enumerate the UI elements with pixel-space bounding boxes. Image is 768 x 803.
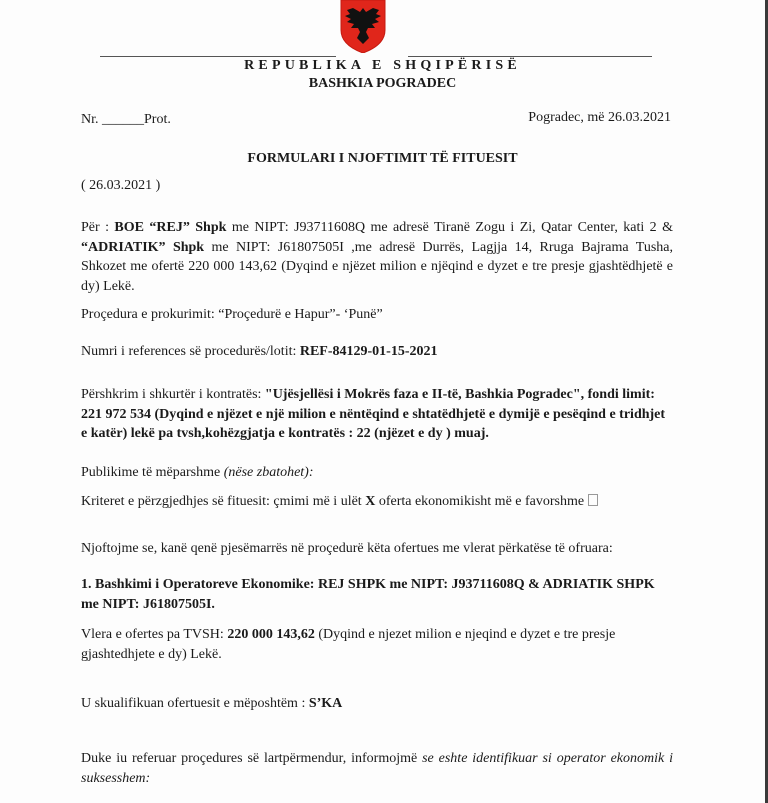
criteria-label: Kriteret e përzgjedhjes së fituesit: çmimi më i ulët: [81, 494, 366, 509]
company-1: BOE “REJ” Shpk: [114, 220, 227, 235]
offer-value: [81, 625, 673, 664]
lowest-price-checkmark: X: [365, 494, 376, 509]
reference-value: REF-84129-01-15-2021: [299, 344, 438, 359]
protocol-number: [81, 110, 171, 130]
recipient-text-1: me NIPT: J93711608Q me adresë Tiranë Zogu i Zi, Qatar Center, kati 2 &: [226, 220, 673, 235]
offer-label: Vlera e ofertes pa TVSH:: [81, 627, 228, 642]
republic-heading: REPUBLIKA E SHQIPËRISË: [244, 58, 521, 73]
header-rule-right: [408, 56, 652, 57]
conclusion-italic: se eshte identifikuar si operator ekonomik i suksesshem:: [81, 751, 674, 786]
nr-blank: ______: [102, 112, 144, 127]
description-label: Përshkrim i shkurtër i kontratës:: [81, 387, 265, 402]
procurement-procedure: Proçedura e prokurimit: “Proçedurë e Hapur”- ‘Punë”: [81, 307, 383, 322]
reference-label: Numri i references së procedurës/lotit:: [81, 344, 300, 359]
publications-label: Publikime të mëparshme: [81, 465, 224, 480]
prot-label: Prot.: [144, 112, 171, 127]
header-rule-left: [100, 56, 336, 57]
municipality-heading: BASHKIA POGRADEC: [308, 76, 457, 91]
recipient-paragraph: [81, 218, 673, 296]
form-title: FORMULARI I NJOFTIMIT TË FITUESIT: [247, 151, 518, 166]
description-value: "Ujësjellësi i Mokrës faza e II-të, Bashkia Pogradec", fondi limit: 221 972 534 (Dyqind e njëzet e një milion e nëntëqind e shtatëdhjetë e dymijë e pesëqind e tridhjet e katër) lekë pa tvsh,kohëzgjatja e kontratës : 22 (njëzet e dy ) muaj.: [81, 387, 666, 441]
bidder-entry: 1. Bashkimi i Operatoreve Ekonomike: REJ SHPK me NIPT: J93711608Q & ADRIATIK SHPK me NIPT: J61807505I.: [81, 577, 655, 612]
disqualified-label: U skualifikuan ofertuesit e mëposhtëm :: [81, 696, 309, 711]
recipient-text-2: me NIPT: J61807505I ,me adresë Durrës, Lagjja 14, Rruga Bajrama Tusha, Shkozet me ofertë 220 000 143,62 (Dyqind e njëzet milion e njëqind e dyzet e tre presje gjashtëdhjetë e dy) Lekë.: [81, 239, 673, 294]
reference-number: [81, 342, 438, 362]
contract-description: [81, 385, 673, 444]
conclusion-text: Duke iu referuar proçedures së lartpërmendur, informojmë: [81, 751, 423, 766]
previous-publications: [81, 463, 314, 483]
empty-checkbox-icon: [588, 494, 598, 506]
title-date: ( 26.03.2021 ): [81, 178, 161, 193]
recipient-prefix: Për :: [81, 220, 115, 235]
participants-intro: Njoftojme se, kanë qenë pjesëmarrës në proçedurë këta ofertues me vlerat përkatëse të ofruara:: [81, 541, 613, 556]
nr-label: Nr.: [81, 112, 99, 127]
place-date: Pogradec, më 26.03.2021: [528, 110, 671, 125]
criteria-option-2: oferta ekonomikisht më e favorshme: [375, 494, 585, 509]
conclusion-paragraph: [81, 749, 673, 788]
disqualified-bidders: [81, 694, 342, 714]
publications-note: (nëse zbatohet):: [223, 465, 314, 480]
offer-words: (Dyqind e njezet milion e njeqind e dyzet e tre presje gjashtedhjete e dy) Lekë.: [81, 627, 616, 662]
offer-amount: 220 000 143,62: [227, 627, 315, 642]
disqualified-value: S’KA: [308, 696, 343, 711]
albanian-coat-of-arms-icon: [339, 0, 387, 53]
selection-criteria: [81, 492, 598, 512]
company-2: “ADRIATIK” Shpk: [81, 239, 205, 255]
